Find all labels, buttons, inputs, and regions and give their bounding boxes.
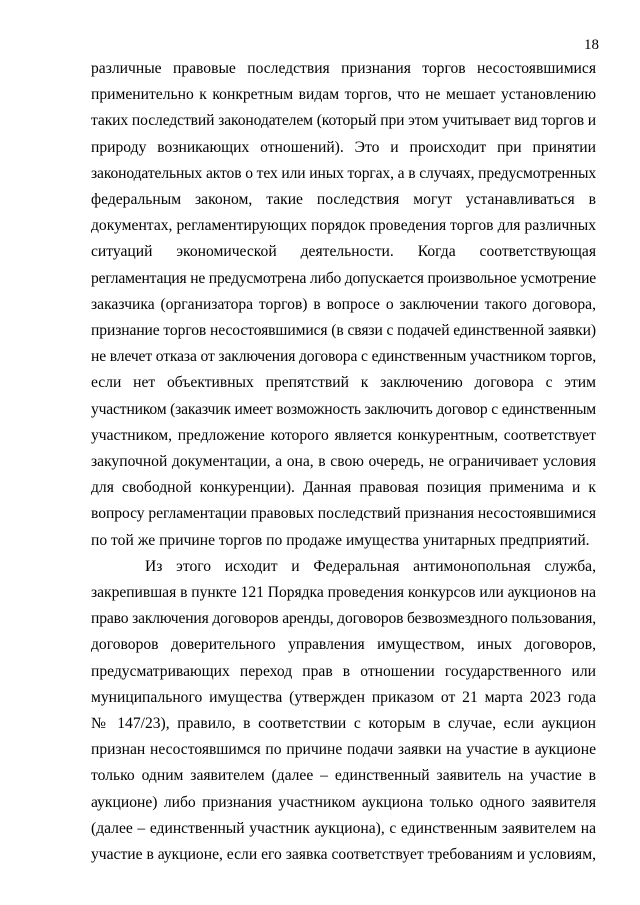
text-line: ситуаций экономической деятельности. Когда соответствующая <box>91 243 596 261</box>
text-line: Из этого исходит и Федеральная антимонопольная служба, <box>145 557 596 575</box>
text-line: для свободной конкуренции). Данная правовая позиция применима и к <box>91 479 596 497</box>
text-line: признан несостоявшимся по причине подачи заявки на участие в аукционе <box>91 741 596 759</box>
text-line: по той же причине торгов по продаже имущества унитарных предприятий. <box>91 531 590 549</box>
text-line: если нет объективных препятствий к заключению договора с этим <box>91 374 596 392</box>
text-line: различные правовые последствия признания торгов несостоявшимися <box>91 60 596 77</box>
text-line: (далее – единственный участник аукциона), с единственным заявителем на <box>91 819 596 837</box>
text-line: аукционе) либо признания участником аукциона только одного заявителя <box>91 793 596 811</box>
text-line: регламентация не предусмотрена либо допускается произвольное усмотрение <box>91 269 596 287</box>
text-line: муниципального имущества (утвержден приказом от 21 марта 2023 года <box>91 688 596 706</box>
text-line: федеральным законом, такие последствия могут устанавливаться в <box>91 191 596 209</box>
text-line: признание торгов несостоявшимися (в связи с подачей единственной заявки) <box>91 322 596 340</box>
text-line: участником (заказчик имеет возможность заключить договор с единственным <box>91 400 596 418</box>
text-line: договоров доверительного управления имуществом, иных договоров, <box>91 636 596 654</box>
text-line: не влечет отказа от заключения договора с единственным участником торгов, <box>91 348 596 366</box>
text-line: закрепившая в пункте 121 Порядка проведения конкурсов или аукционов на <box>91 584 596 602</box>
text-line: участие в аукционе, если его заявка соответствует требованиям и условиям, <box>91 846 596 864</box>
text-line: законодательных актов о тех или иных торгах, а в случаях, предусмотренных <box>91 164 596 182</box>
text-line: закупочной документации, а она, в свою очередь, не ограничивает условия <box>91 453 596 471</box>
text-line: право заключения договоров аренды, договоров безвозмездного пользования, <box>91 610 596 628</box>
text-line: участником, предложение которого является конкурентным, соответствует <box>91 426 596 444</box>
text-line: предусматривающих переход прав в отношении государственного или <box>91 662 596 680</box>
text-line: вопросу регламентации правовых последствий признания несостоявшимися <box>91 505 596 523</box>
text-line: только одним заявителем (далее – единственный заявитель на участие в <box>91 767 596 785</box>
text-line: применительно к конкретным видам торгов, что не мешает установлению <box>91 86 596 104</box>
document-body <box>91 56 596 868</box>
text-line: документах, регламентирующих порядок проведения торгов для различных <box>91 217 596 235</box>
text-line: таких последствий законодателем (который при этом учитывает вид торгов и <box>91 112 596 130</box>
text-line: № 147/23), правило, в соответствии с которым в случае, если аукцион <box>91 715 596 733</box>
text-line: природу возникающих отношений). Это и происходит при принятии <box>91 138 596 156</box>
paragraph-2 <box>91 554 596 868</box>
text-line: заказчика (организатора торгов) в вопросе о заключении такого договора, <box>91 295 596 313</box>
page-number: 18 <box>584 37 599 53</box>
paragraph-1 <box>91 56 596 554</box>
